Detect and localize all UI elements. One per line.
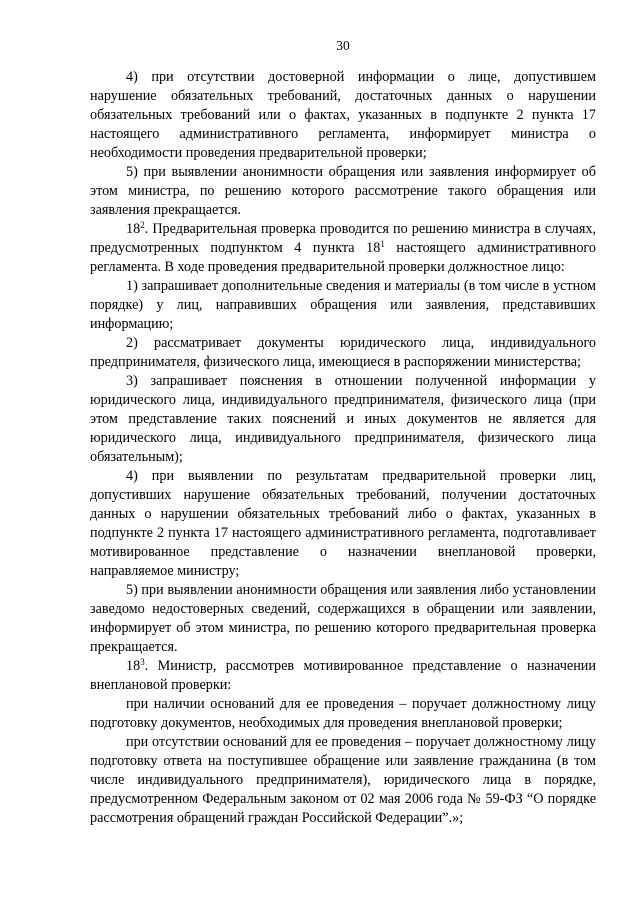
paragraph: 4) при выявлении по результатам предварительной проверки лиц, допустивших нарушение обязательных требований, получении достаточных данных о нарушении обязательных требований либо о фактах, указанных в подпункте 2 пункта 17 настоящего административного регламента, подготавливает мотивированное представление о назначении внеплановой проверки, направляемое министру; [90,468,596,579]
paragraph: при отсутствии оснований для ее проведения – поручает должностному лицу подготовку ответа на поступившее обращение или заявление гражданина (в том числе индивидуального предпринимателя), юридического лица в порядке, предусмотренном Федеральным законом от 02 мая 2006 года № 59-ФЗ “О порядке рассмотрения обращений граждан Российской Федерации”.»; [90,734,596,826]
paragraph: 4) при отсутствии достоверной информации о лице, допустившем нарушение обязательных требований, достаточных данных о нарушении обязательных требований или о фактах, указанных в подпункте 2 пункта 17 настоящего административного регламента, информирует министра о необходимости проведения предварительной проверки; [90,69,596,161]
clause-number: 18 [126,658,141,674]
document-body [90,68,596,828]
paragraph: 5) при выявлении анонимности обращения или заявления либо установлении заведомо недостоверных сведений, содержащихся в обращении или заявлении, информирует об этом министра, по решению которого предварительная проверка прекращается. [90,582,596,655]
clause-text: . Министр, рассмотрев мотивированное представление о назначении внеплановой проверки: [90,658,596,693]
paragraph-18-3 [90,657,596,695]
paragraph: при наличии оснований для ее проведения – поручает должностному лицу подготовку документов, необходимых для проведения внеплановой проверки; [90,696,596,731]
clause-superscript: 3 [140,657,145,667]
paragraph: 5) при выявлении анонимности обращения или заявления информирует об этом министра, по решению которого рассмотрение такого обращения или заявления прекращается. [90,164,596,218]
paragraph: 1) запрашивает дополнительные сведения и материалы (в том числе в устном порядке) у лиц, направивших обращения или заявления, представивших информацию; [90,278,596,332]
clause-number: 18 [126,221,141,237]
clause-text: настоящего административного регламента. В ходе проведения предварительной проверки должностное лицо: [90,240,596,275]
paragraph-18-2 [90,220,596,277]
clause-text: . Предварительная проверка проводится по решению министра в случаях, предусмотренных подпунктом 4 пункта 18 [90,221,596,256]
paragraph: 2) рассматривает документы юридического лица, индивидуального предпринимателя, физического лица, имеющиеся в распоряжении министерства; [90,335,596,370]
paragraph: 3) запрашивает пояснения в отношении полученной информации у юридического лица, индивидуального предпринимателя, физического лица (при этом представление таких пояснений и иных документов не является для юридического лица, индивидуального предпринимателя, физического лица обязательным); [90,373,596,465]
page-number: 30 [336,38,350,53]
clause-superscript: 2 [140,220,145,230]
reference-superscript: 1 [380,239,385,249]
